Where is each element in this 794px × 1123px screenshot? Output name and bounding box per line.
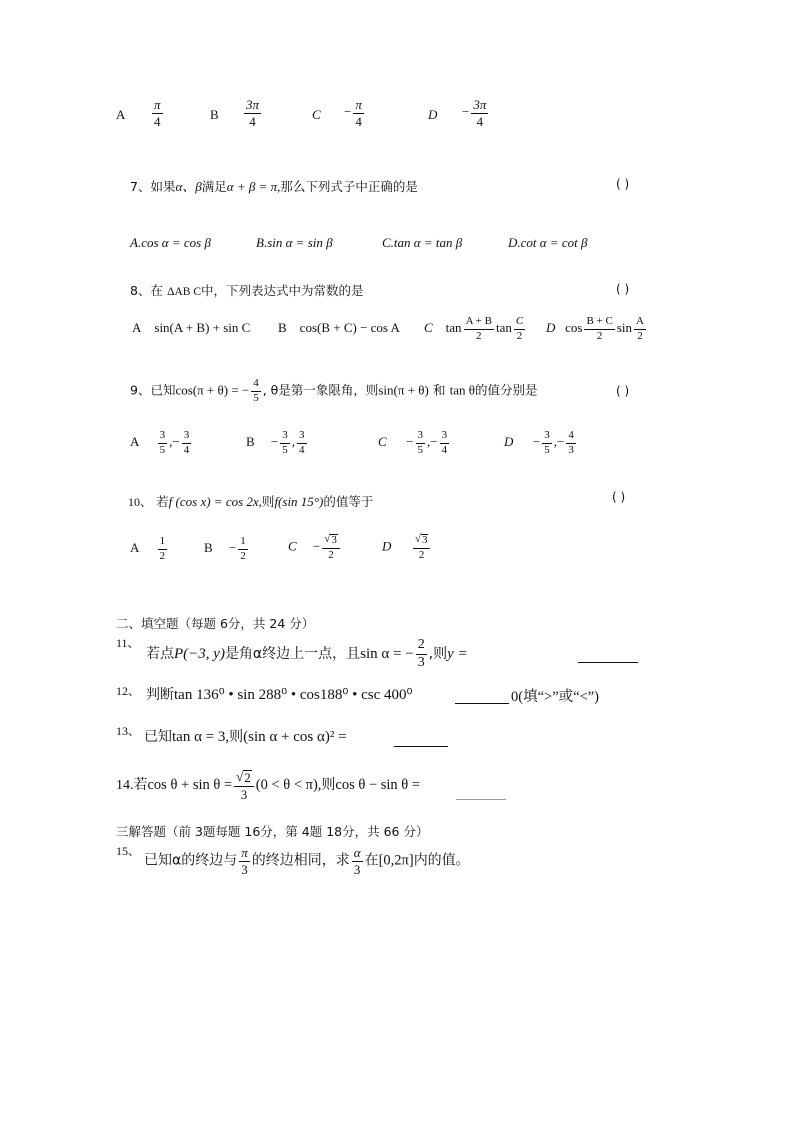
q8-answer-paren[interactable]: ( ) [616, 282, 630, 296]
q8-stem: 8、在 ΔAB C中，下列表达式中为常数的是 [130, 283, 364, 298]
q14-stem: 14.若cos θ + sin θ = √ 2 3 (0 < θ < π),则cos θ − sin θ = [116, 769, 421, 802]
q13-answer-blank[interactable] [394, 746, 448, 747]
q9-answer-paren[interactable]: ( ) [616, 384, 630, 398]
q10-option-d: D √ 3 2 [382, 534, 432, 561]
q8-option-c: C tan $\frac{A + B}{2}$ tan $\frac{C}{2}$ [424, 315, 524, 342]
q6-option-a: A [116, 107, 126, 122]
q8-option-b: B cos(B + C) − cos A [278, 320, 400, 335]
q7-stem: 7、如果α、β满足α + β = π,那么下列式子中正确的是 [130, 179, 418, 194]
q10-answer-paren[interactable]: ( ) [612, 490, 626, 504]
q8-option-d: D cos $\frac{B + C}{2}$ sin $\frac{A}{2}$ [546, 315, 644, 342]
q7-option-a: A.cos α = cos β [130, 235, 211, 250]
q12-hint: 0(填“>”或“<”) [511, 689, 600, 705]
q10-option-c: C − √ 3 2 [288, 534, 342, 561]
q14-answer-blank[interactable] [456, 799, 506, 800]
q10-option-a: A $\frac{1}{2}$ [130, 535, 166, 562]
q6-option-c-value: − $\frac{\pi}{4}$ [344, 97, 362, 129]
section-3-title: 三解答题（前 3题每题 16分，第 4题 18分，共 66 分） [116, 824, 429, 839]
q7-option-b: B.sin α = sin β [256, 235, 333, 250]
q15-stem: 已知α的终边与 $\frac{\pi}{3}$ 的终边相同，求 $\frac{\alpha}{3}$ 在[0,2π]内的值。 [144, 845, 470, 877]
q13-stem: 已知tan α = 3,则(sin α + cos α)² = [144, 729, 347, 745]
q9-option-a: A $\frac{3}{5}$ ,− $\frac{3}{4}$ [130, 429, 190, 456]
q11-number: 11、 [116, 636, 140, 650]
q6-option-b-value: $\frac{3\pi}{4}$ [246, 97, 260, 129]
q6-option-a-value: $\frac{\pi}{4}$ [154, 97, 161, 129]
q6-option-b: B [210, 107, 219, 122]
q11-stem: 若点P(−3, y)是角α终边上一点，且sin α = − $\frac{2}{3}$ ,则y = [146, 637, 468, 670]
q11-answer-blank[interactable] [578, 662, 638, 663]
q9-stem: 9、已知cos(π + θ) = − $\frac{4}{5}$ , θ是第一象限角，则sin(π + θ) 和 tan θ的值分别是 [130, 377, 538, 404]
q12-stem: 判断tan 136⁰ • sin 288⁰ • cos188⁰ • csc 400⁰ [146, 687, 413, 703]
section-2-title: 二、填空题（每题 6分，共 24 分） [116, 616, 315, 631]
q6-option-c: C [312, 107, 321, 122]
q8-option-a: A sin(A + B) + sin C [132, 320, 251, 335]
q10-option-b: B − $\frac{1}{2}$ [204, 535, 246, 562]
q15-number: 15、 [116, 844, 141, 858]
q7-option-c: C.tan α = tan β [382, 235, 463, 250]
q10-stem: 10、 若f (cos x) = cos 2x,则f(sin 15°)的值等于 [128, 494, 374, 509]
q9-option-b: B − $\frac{3}{5}$ , $\frac{3}{4}$ [246, 429, 305, 456]
q12-answer-blank[interactable] [455, 703, 509, 704]
q7-option-d: D.cot α = cot β [508, 235, 588, 250]
q13-number: 13、 [116, 724, 141, 738]
q6-option-d-value: − $\frac{3\pi}{4}$ [462, 97, 487, 129]
q12-number: 12、 [116, 684, 141, 698]
q9-option-d: D − $\frac{3}{5}$ ,− $\frac{4}{3}$ [504, 429, 574, 456]
q9-option-c: C − $\frac{3}{5}$ ,− $\frac{3}{4}$ [378, 429, 448, 456]
q7-answer-paren[interactable]: ( ) [616, 177, 630, 191]
q6-option-d: D [428, 107, 438, 122]
